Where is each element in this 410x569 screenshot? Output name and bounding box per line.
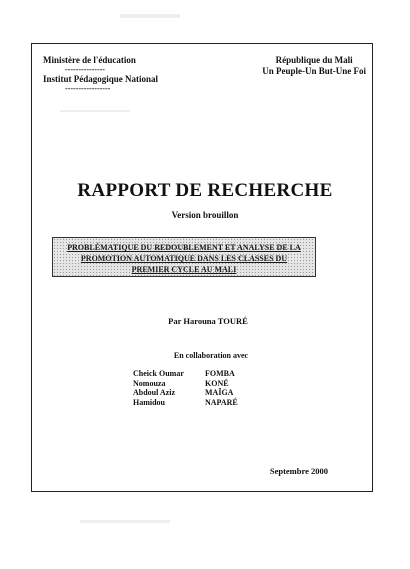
collaborator-given-name: Abdoul Aziz <box>133 388 176 397</box>
collaborator-family-name: FOMBA <box>205 369 235 378</box>
collaborator-family-name: MAÏGA <box>205 388 234 397</box>
subject-line-3: PREMIER CYCLE AU MALI <box>131 265 237 274</box>
collaborator-given-name: Nomouza <box>133 378 166 388</box>
collaborator-row <box>133 379 238 389</box>
collaborator-row <box>133 398 238 408</box>
collaborator-given-name: Cheick Oumar <box>133 369 184 378</box>
ministry-name: Ministère de l'éducation <box>43 55 136 65</box>
header-separator: --------------- <box>65 65 105 74</box>
collaborator-row <box>133 388 238 398</box>
subject-box <box>52 237 316 277</box>
scan-smudge <box>120 14 180 18</box>
subject-line-1: PROBLÉMATIQUE DU REDOUBLEMENT ET ANALYSE DE LA <box>67 243 301 252</box>
country-name: République du Mali <box>275 55 353 65</box>
header-separator-2: ----------------- <box>65 84 111 93</box>
collaborator-family-name: NAPARÉ <box>205 397 238 407</box>
collaboration-heading: En collaboration avec <box>173 351 249 360</box>
institute-name: Institut Pédagogique National <box>43 74 159 84</box>
scan-smudge <box>60 110 130 112</box>
publication-date: Septembre 2000 <box>269 466 328 476</box>
author-line: Par Harouna TOURÉ <box>168 316 248 326</box>
scan-smudge <box>80 520 170 523</box>
document-title: RAPPORT DE RECHERCHE <box>77 180 333 201</box>
republic-header <box>262 55 366 77</box>
collaborator-row <box>133 369 238 379</box>
collaborator-family-name: KONÉ <box>205 378 229 388</box>
subject-line-2: PROMOTION AUTOMATIQUE DANS LES CLASSES DU <box>80 254 288 263</box>
collaborator-given-name: Hamidou <box>133 397 166 407</box>
collaborator-list <box>133 369 238 407</box>
ministry-header <box>43 55 158 93</box>
subject-text <box>53 242 315 275</box>
national-motto: Un Peuple-Un But-Une Foi <box>262 66 366 76</box>
version-label: Version brouillon <box>171 210 239 220</box>
